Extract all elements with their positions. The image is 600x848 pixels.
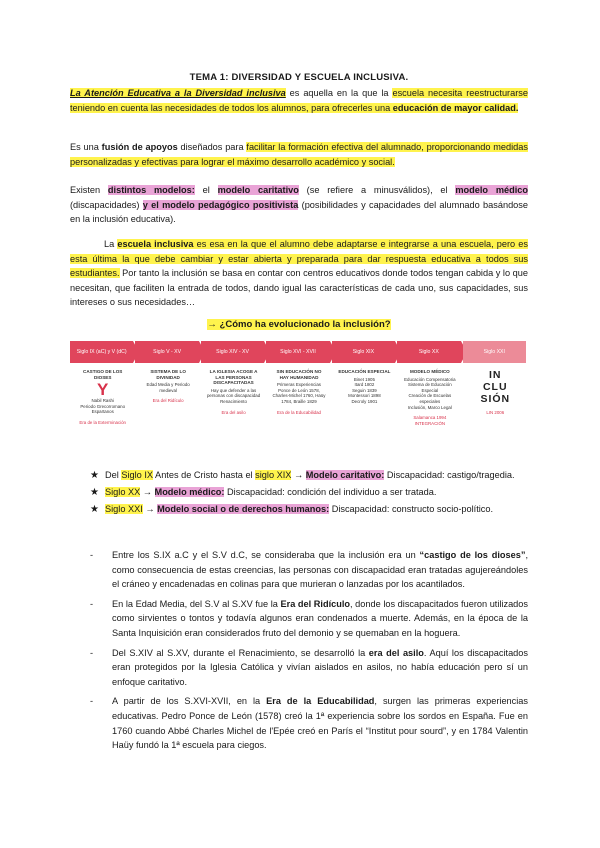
timeline-column-era: Era de la Exterminación bbox=[79, 419, 127, 425]
timeline-column-text: Seguin 1839 bbox=[352, 387, 377, 393]
star-icon: ★ bbox=[90, 470, 99, 481]
timeline-inclusion-word: SIÓN bbox=[480, 393, 511, 405]
timeline-column-text: Renacimiento bbox=[220, 398, 247, 404]
dash-item bbox=[90, 597, 528, 641]
text-run: , como consecuencia de estas creencias, las personas con discapacidad eran tratadas agujereándoles el cráneo y encadenadas en colinas para que murieran o lanzadas por los acantilados. bbox=[112, 550, 528, 590]
bold-term: “castigo de los dioses” bbox=[419, 550, 526, 560]
highlight-text: educación de mayor calidad. bbox=[392, 102, 519, 113]
text-run: Discapacidad: castigo/tragedia. bbox=[384, 470, 515, 480]
page-title: TEMA 1: DIVERSIDAD Y ESCUELA INCLUSIVA. bbox=[189, 72, 409, 83]
timeline-heading bbox=[70, 319, 528, 330]
timeline-column bbox=[272, 369, 325, 415]
timeline-column-text: Montessori 1898 bbox=[348, 393, 381, 399]
timeline-segment: Siglo XXI bbox=[463, 341, 526, 363]
dash-bullet: - bbox=[90, 550, 94, 560]
highlight-term: y el modelo pedagógico positivista bbox=[142, 199, 299, 210]
timeline-column-text: Educación Compensatoria bbox=[404, 376, 456, 382]
timeline-column-text: Decroly 1901 bbox=[351, 398, 378, 404]
dash-list bbox=[90, 548, 528, 758]
text-run: el bbox=[194, 185, 218, 195]
highlight-term: modelo caritativo bbox=[217, 185, 299, 195]
highlight-term: Modelo caritativo: bbox=[305, 470, 385, 480]
timeline-column bbox=[141, 369, 194, 404]
text-run: , surgen las primeras experiencias educativas. Pedro Ponce de León (1578) creó la 1ª experiencia sobre los sordos en España. Fue en 1760 cuando Abbé Charles Michel de l'Epée creó en París el “Institut pour sourd”, y en 1784 Valentin Haüy fundó la 1ª escuela para ciegos. bbox=[112, 696, 529, 751]
highlight-text: es esa en la que el alumno debe adaptarse e integrarse a una escuela, pero es esta última la que debe cambiar y estar abierta y preparada para dar respuesta educativa a todos sus estudiantes. bbox=[70, 239, 528, 279]
timeline-segment: Siglo V - XV bbox=[135, 341, 198, 363]
dash-bullet: - bbox=[90, 598, 94, 609]
dash-bullet: - bbox=[90, 696, 94, 707]
timeline-column-title: LA IGLESIA ACOGE A LAS PERSONAS DISCAPACITADAS bbox=[209, 369, 258, 386]
star-icon: ★ bbox=[90, 487, 99, 498]
bold-term: era del asilo bbox=[368, 647, 424, 658]
timeline-column bbox=[338, 369, 391, 405]
highlight-term: escuela inclusiva bbox=[117, 239, 194, 249]
text-run: Es una bbox=[70, 142, 102, 152]
text-run: Discapacidad: constructo socio-político. bbox=[329, 504, 494, 514]
arrow-text: → bbox=[142, 504, 158, 514]
highlight-text: Siglo XXI bbox=[105, 504, 143, 514]
text-run: (discapacidades) bbox=[70, 199, 143, 210]
timeline-column-text: Edad Media y Periodo medieval bbox=[146, 382, 190, 393]
dash-item bbox=[90, 646, 528, 690]
highlight-text: escuela necesita reestructurarse teniendo en cuenta las necesidades de todos los alumnos, para ofrecerles una bbox=[70, 88, 528, 113]
text-run: En la Edad Media, del S.V al S.XV fue la bbox=[112, 598, 281, 609]
timeline-column-era: INTEGRACIÓN bbox=[414, 420, 446, 426]
timeline-segment: Siglo XIV - XV bbox=[201, 341, 264, 363]
highlight-text: facilitar la formación efectiva del alumnado, proporcionando medidas personalizadas y efectivas para lograr el máximo desarrollo académico y social. bbox=[70, 142, 528, 167]
highlight-text: Siglo XX bbox=[105, 487, 141, 497]
timeline-column-symbol: Y bbox=[97, 380, 109, 400]
text-run: (se refiere a minusválidos), el bbox=[298, 185, 456, 195]
bold-term: Era de la Educabilidad bbox=[266, 696, 375, 707]
text-run: es aquella en la que la bbox=[285, 88, 393, 98]
timeline-column-title: EDUCACIÓN ESPECIAL bbox=[338, 369, 391, 374]
dash-item bbox=[90, 694, 528, 752]
text-run: (posibilidades y capacidades del alumnado basándose en la inclusión educativa). bbox=[70, 199, 528, 225]
timeline-column-text: Hay que defender a las personas con discapacidad bbox=[206, 387, 261, 399]
star-list bbox=[90, 467, 530, 518]
timeline-column-title: MODELO MÉDICO bbox=[409, 369, 450, 374]
timeline-column-text: Binet 1905 bbox=[353, 376, 375, 382]
timeline-column bbox=[76, 369, 129, 426]
inclusion-timeline-image bbox=[70, 341, 528, 443]
text-run: Por tanto la inclusión se basa en contar con centros educativos donde todos tengan cabida y lo que necesitan, que faciliten la entrada de todos, dando igual las características de cada uno, sus capacidades, sus intereses o sus necesidades… bbox=[70, 268, 528, 308]
highlight-text: siglo XIX bbox=[255, 470, 292, 480]
arrow-text: → bbox=[140, 487, 155, 497]
timeline-column-title: SISTEMA DE LO DIVINIDAD bbox=[150, 369, 186, 380]
text-run: . Aquí los discapacitados eran protegidos por la Iglesia Católica y vivían aislados en asilos, no había educación pero sí un enfoque caritativo. bbox=[112, 647, 528, 687]
highlight-term: modelo médico bbox=[455, 185, 528, 195]
timeline-inclusion-word: IN bbox=[489, 369, 502, 381]
timeline-column-era: LIN 2006 bbox=[486, 410, 505, 415]
text-run: Entre los S.IX a.C y el S.V d.C, se consideraba que la inclusión era un bbox=[112, 550, 420, 560]
timeline-column-text: Primeras Experiencias Ponce de León 1578, Charles-Michel 1760, Haüy 1784, Braille 1829 bbox=[272, 382, 326, 404]
star-item bbox=[90, 501, 530, 518]
timeline-column-text: Periodo Grecorromano Espartanos bbox=[80, 403, 126, 415]
paragraph-models bbox=[70, 183, 528, 227]
highlight-term: distintos modelos: bbox=[107, 185, 195, 195]
highlight-term: Modelo médico: bbox=[154, 487, 225, 497]
timeline-column-text: Sistema de Educación Especial bbox=[408, 382, 452, 393]
dash-item bbox=[90, 548, 528, 592]
timeline-column-text: Nabil Rashi bbox=[91, 398, 114, 404]
text-run: Del S.XIV al S.XV, durante el Renacimiento, se desarrolló la bbox=[112, 647, 369, 658]
star-icon: ★ bbox=[90, 504, 99, 515]
timeline-heading-text: → ¿Cómo ha evolucionado la inclusión? bbox=[207, 319, 391, 330]
timeline-segment: Siglo XX bbox=[397, 341, 460, 363]
paragraph-inclusive-school bbox=[70, 237, 528, 310]
timeline-inclusion-word: CLU bbox=[482, 381, 508, 393]
timeline-column-title: SIN EDUCACIÓN NO HAY HUMANIDAD bbox=[276, 369, 322, 380]
text-run: , donde los discapacitados fueron utilizados como sirvientes o tontos y todavía algunos eran condenados a muerte. Además, en la época de la Santa Inquisición eran considerados fruto del demonio y se quemaban en la hoguera. bbox=[112, 598, 528, 638]
text-run: La bbox=[104, 239, 118, 249]
paragraph-definition bbox=[70, 86, 528, 115]
star-item bbox=[90, 484, 530, 501]
timeline-column-era: Era de la Educabilidad bbox=[277, 409, 321, 415]
highlight-term: Modelo social o de derechos humanos: bbox=[157, 504, 330, 514]
timeline-column-text: Itard 1802 bbox=[354, 382, 375, 388]
bold-term: fusión de apoyos bbox=[101, 142, 178, 152]
text-run: Discapacidad: condición del individuo a ser tratada. bbox=[224, 487, 437, 497]
dash-bullet: - bbox=[90, 647, 94, 658]
text-run: A partir de los S.XVI-XVII, en la bbox=[112, 696, 267, 707]
paragraph-fusion bbox=[70, 140, 528, 169]
highlight-text: Siglo IX bbox=[121, 470, 154, 480]
timeline-segment: Siglo XVI - XVII bbox=[266, 341, 329, 363]
text-run: Del bbox=[105, 470, 122, 480]
timeline-bar bbox=[70, 341, 528, 363]
timeline-column-era: Era del Ridículo bbox=[152, 398, 184, 404]
timeline-segment: Siglo XIX bbox=[332, 341, 395, 363]
text-run: Existen bbox=[70, 185, 108, 195]
timeline-column bbox=[207, 369, 260, 415]
text-run: Antes de Cristo hasta el bbox=[153, 470, 256, 480]
timeline-segment: Siglo IX (aC) y V (dC) bbox=[70, 341, 133, 363]
text-run: diseñados para bbox=[177, 142, 247, 152]
highlight-term: La Atención Educativa a la Diversidad inclusiva bbox=[70, 88, 286, 98]
timeline-column-era: Salamanca 1994 bbox=[413, 415, 447, 421]
timeline-column-era: Era del asilo bbox=[221, 409, 246, 415]
timeline-column bbox=[469, 369, 522, 416]
arrow-text: → bbox=[291, 470, 306, 480]
timeline-column-text: Creación de Escuelas especiales bbox=[408, 393, 452, 404]
timeline-column bbox=[403, 369, 456, 426]
star-item bbox=[90, 467, 530, 484]
timeline-column-title: CASTIGO DE LOS DIOSES bbox=[83, 369, 123, 380]
timeline-column-text: Inclusión, Marco Legal bbox=[407, 404, 452, 410]
bold-term: Era del Ridículo bbox=[280, 598, 351, 609]
